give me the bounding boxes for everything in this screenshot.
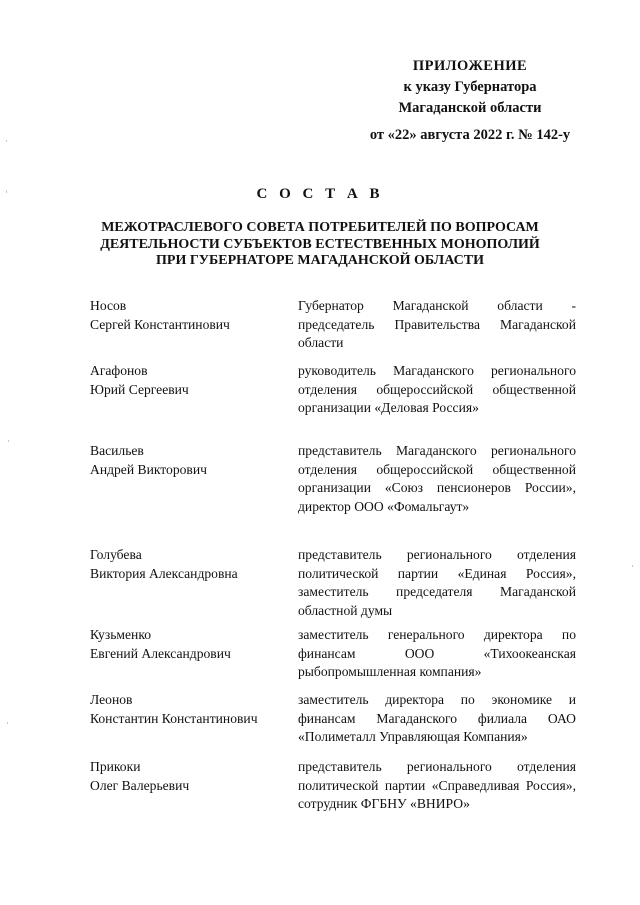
heading-title: С О С Т А В	[256, 186, 384, 202]
appendix-line-decree: к указу Губернатора	[403, 79, 537, 95]
member-name	[90, 546, 298, 626]
member-role: заместитель директора по экономике и финансам Магаданского филиала ОАО «Полиметалл Управляющая Компания»	[298, 692, 576, 744]
member-given-name: Юрий Сергеевич	[90, 381, 189, 397]
member-given-name: Константин Константинович	[90, 710, 258, 726]
member-name	[90, 362, 298, 442]
member-name	[90, 691, 298, 758]
member-surname: Голубева	[90, 547, 142, 562]
member-row	[90, 442, 576, 546]
member-row	[90, 758, 576, 818]
member-role: представитель регионального отделения политической партии «Единая Россия», заместитель председателя Магаданской областной думы	[298, 547, 576, 618]
member-role: заместитель генерального директора по финансам ООО «Тихоокеанская рыбопромышленная компания»	[298, 627, 576, 679]
member-role: Губернатор Магаданской области - председатель Правительства Магаданской области	[298, 298, 576, 350]
member-surname: Васильев	[90, 443, 144, 458]
member-name	[90, 297, 298, 362]
member-given-name: Олег Валерьевич	[90, 777, 190, 793]
member-given-name: Евгений Александрович	[90, 645, 231, 661]
member-role: представитель Магаданского регионального отделения общероссийской общественной организации «Союз пенсионеров России», директор ООО «Фомальгаут»	[298, 443, 576, 514]
appendix-line-region: Магаданской области	[398, 100, 542, 116]
appendix-block	[360, 56, 580, 146]
scan-artifact	[6, 140, 7, 142]
heading-subtitle: МЕЖОТРАСЛЕВОГО СОВЕТА ПОТРЕБИТЕЛЕЙ ПО ВОПРОСАМ ДЕЯТЕЛЬНОСТИ СУБЪЕКТОВ ЕСТЕСТВЕННЫХ МОНОПОЛИЙ ПРИ ГУБЕРНАТОРЕ МАГАДАНСКОЙ ОБЛАСТИ	[100, 220, 540, 268]
member-role: представитель регионального отделения политической партии «Справедливая Россия», сотрудник ФГБНУ «ВНИРО»	[298, 759, 576, 811]
document-heading	[100, 184, 540, 270]
member-row	[90, 626, 576, 691]
member-given-name: Сергей Константинович	[90, 316, 230, 332]
member-name	[90, 758, 298, 818]
member-surname: Прикоки	[90, 759, 141, 774]
member-row	[90, 297, 576, 362]
member-surname: Носов	[90, 298, 127, 313]
member-surname: Леонов	[90, 692, 133, 707]
member-role: руководитель Магаданского регионального отделения общероссийской общественной организации «Деловая Россия»	[298, 363, 576, 415]
members-list	[90, 297, 576, 818]
scan-artifact	[7, 722, 8, 724]
member-name	[90, 442, 298, 546]
scan-artifact	[632, 565, 633, 567]
member-surname: Агафонов	[90, 363, 148, 378]
member-row	[90, 546, 576, 626]
member-row	[90, 691, 576, 758]
member-surname: Кузьменко	[90, 627, 152, 642]
scan-artifact	[6, 190, 7, 193]
member-row	[90, 362, 576, 442]
scan-artifact	[8, 440, 9, 442]
appendix-title: ПРИЛОЖЕНИЕ	[412, 58, 528, 74]
appendix-date: от «22» августа 2022 г. № 142-у	[369, 127, 571, 143]
member-name	[90, 626, 298, 691]
member-given-name: Андрей Викторович	[90, 461, 207, 477]
member-given-name: Виктория Александровна	[90, 565, 238, 581]
